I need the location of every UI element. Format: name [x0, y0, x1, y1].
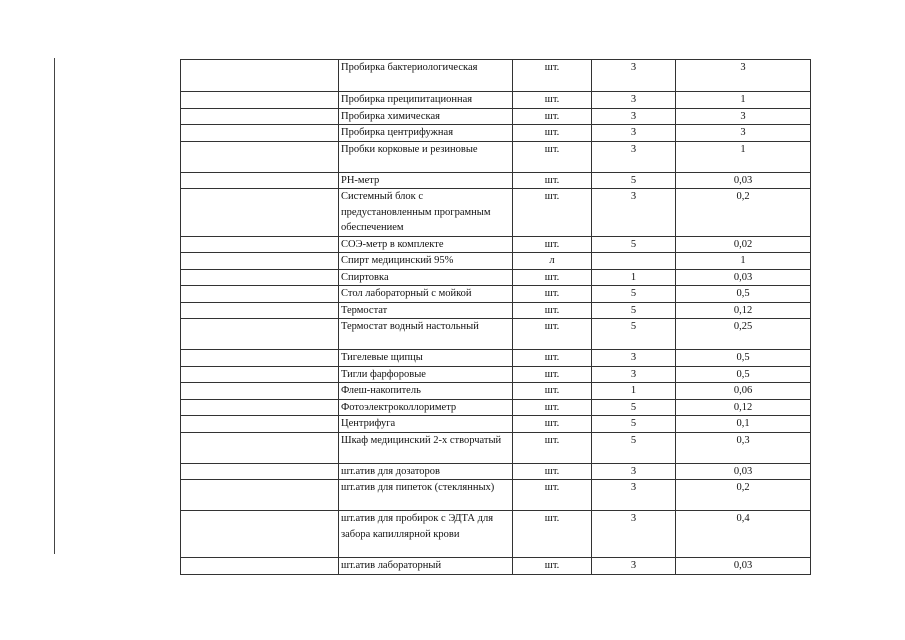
item-name: Стол лабораторный с мойкой: [339, 286, 513, 303]
item-qty: 3: [592, 511, 676, 558]
item-amount: 1: [676, 92, 811, 109]
blank-cell: [181, 511, 339, 558]
item-amount: 0,25: [676, 319, 811, 350]
item-unit: шт.: [513, 302, 592, 319]
item-amount: 0,2: [676, 480, 811, 511]
blank-cell: [181, 269, 339, 286]
table-row: [181, 432, 811, 463]
blank-cell: [181, 253, 339, 270]
item-unit: шт.: [513, 366, 592, 383]
item-amount: 0,03: [676, 463, 811, 480]
blank-cell: [181, 399, 339, 416]
item-qty: 3: [592, 141, 676, 172]
item-amount: 1: [676, 253, 811, 270]
item-unit: шт.: [513, 350, 592, 367]
item-name: Тигелевые щипцы: [339, 350, 513, 367]
blank-cell: [181, 480, 339, 511]
blank-cell: [181, 463, 339, 480]
blank-cell: [181, 366, 339, 383]
item-amount: 0,4: [676, 511, 811, 558]
item-name: СОЭ-метр в комплекте: [339, 236, 513, 253]
item-name: Пробирка бактериологическая: [339, 60, 513, 92]
item-unit: шт.: [513, 416, 592, 433]
item-unit: шт.: [513, 92, 592, 109]
table-row: [181, 236, 811, 253]
blank-cell: [181, 172, 339, 189]
item-name: Центрифуга: [339, 416, 513, 433]
table-row: [181, 319, 811, 350]
table-row: [181, 141, 811, 172]
item-name: Тигли фарфоровые: [339, 366, 513, 383]
item-unit: шт.: [513, 286, 592, 303]
table-row: [181, 286, 811, 303]
item-name: шт.атив для дозаторов: [339, 463, 513, 480]
table-row: [181, 269, 811, 286]
item-name: PH-метр: [339, 172, 513, 189]
equipment-table-body: [181, 60, 811, 575]
item-amount: 1: [676, 141, 811, 172]
item-unit: шт.: [513, 463, 592, 480]
blank-cell: [181, 60, 339, 92]
item-unit: шт.: [513, 480, 592, 511]
left-margin-rule: [54, 58, 55, 554]
table-row: [181, 350, 811, 367]
item-qty: 3: [592, 60, 676, 92]
item-amount: 0,06: [676, 383, 811, 400]
item-qty: 3: [592, 558, 676, 575]
blank-cell: [181, 319, 339, 350]
table-row: [181, 92, 811, 109]
item-name: Фотоэлектроколлориметр: [339, 399, 513, 416]
item-qty: 1: [592, 269, 676, 286]
blank-cell: [181, 302, 339, 319]
item-name: Спиртовка: [339, 269, 513, 286]
item-amount: 3: [676, 125, 811, 142]
item-qty: 3: [592, 350, 676, 367]
item-amount: 0,5: [676, 350, 811, 367]
item-amount: 0,5: [676, 286, 811, 303]
blank-cell: [181, 286, 339, 303]
blank-cell: [181, 125, 339, 142]
blank-cell: [181, 350, 339, 367]
item-amount: 0,3: [676, 432, 811, 463]
item-name: Пробирка центрифужная: [339, 125, 513, 142]
table-row: [181, 383, 811, 400]
table-row: [181, 480, 811, 511]
item-name: Пробирка преципитационная: [339, 92, 513, 109]
item-unit: шт.: [513, 383, 592, 400]
item-amount: 3: [676, 60, 811, 92]
item-unit: шт.: [513, 189, 592, 237]
item-name: Термостат: [339, 302, 513, 319]
blank-cell: [181, 92, 339, 109]
table-row: [181, 366, 811, 383]
item-unit: шт.: [513, 432, 592, 463]
item-unit: шт.: [513, 125, 592, 142]
item-amount: 0,2: [676, 189, 811, 237]
item-unit: шт.: [513, 141, 592, 172]
item-unit: шт.: [513, 558, 592, 575]
item-unit: л: [513, 253, 592, 270]
table-row: [181, 253, 811, 270]
item-qty: 5: [592, 172, 676, 189]
table-row: [181, 463, 811, 480]
item-qty: [592, 253, 676, 270]
item-qty: 3: [592, 92, 676, 109]
item-name: Пробки корковые и резиновые: [339, 141, 513, 172]
item-amount: 0,12: [676, 302, 811, 319]
item-qty: 5: [592, 319, 676, 350]
item-name: Пробирка химическая: [339, 108, 513, 125]
blank-cell: [181, 236, 339, 253]
item-qty: 5: [592, 416, 676, 433]
item-qty: 3: [592, 125, 676, 142]
item-amount: 0,03: [676, 558, 811, 575]
item-name: шт.атив лабораторный: [339, 558, 513, 575]
item-unit: шт.: [513, 172, 592, 189]
blank-cell: [181, 432, 339, 463]
item-amount: 0,5: [676, 366, 811, 383]
item-qty: 3: [592, 480, 676, 511]
item-qty: 5: [592, 302, 676, 319]
item-name: Системный блок с предустановленным програмным обеспечением: [339, 189, 513, 237]
item-name: шт.атив для пробирок с ЭДТА для забора капиллярной крови: [339, 511, 513, 558]
table-row: [181, 511, 811, 558]
item-qty: 5: [592, 286, 676, 303]
item-qty: 3: [592, 108, 676, 125]
item-amount: 0,12: [676, 399, 811, 416]
item-qty: 5: [592, 236, 676, 253]
item-qty: 5: [592, 432, 676, 463]
item-amount: 0,03: [676, 172, 811, 189]
item-qty: 3: [592, 463, 676, 480]
item-amount: 0,02: [676, 236, 811, 253]
table-row: [181, 189, 811, 237]
item-qty: 5: [592, 399, 676, 416]
item-name: Шкаф медицинский 2-х створчатый: [339, 432, 513, 463]
equipment-table: [180, 59, 811, 575]
item-amount: 3: [676, 108, 811, 125]
item-unit: шт.: [513, 511, 592, 558]
item-name: шт.атив для пипеток (стеклянных): [339, 480, 513, 511]
item-name: Спирт медицинский 95%: [339, 253, 513, 270]
item-unit: шт.: [513, 269, 592, 286]
table-row: [181, 302, 811, 319]
blank-cell: [181, 141, 339, 172]
item-unit: шт.: [513, 108, 592, 125]
table-row: [181, 399, 811, 416]
table-row: [181, 108, 811, 125]
blank-cell: [181, 189, 339, 237]
table-row: [181, 60, 811, 92]
table-row: [181, 125, 811, 142]
item-amount: 0,1: [676, 416, 811, 433]
item-qty: 1: [592, 383, 676, 400]
item-unit: шт.: [513, 319, 592, 350]
item-qty: 3: [592, 189, 676, 237]
item-unit: шт.: [513, 399, 592, 416]
table-row: [181, 416, 811, 433]
blank-cell: [181, 108, 339, 125]
item-amount: 0,03: [676, 269, 811, 286]
table-row: [181, 558, 811, 575]
item-unit: шт.: [513, 60, 592, 92]
blank-cell: [181, 558, 339, 575]
item-name: Термостат водный настольный: [339, 319, 513, 350]
table-row: [181, 172, 811, 189]
item-qty: 3: [592, 366, 676, 383]
item-name: Флеш-накопитель: [339, 383, 513, 400]
blank-cell: [181, 416, 339, 433]
item-unit: шт.: [513, 236, 592, 253]
blank-cell: [181, 383, 339, 400]
